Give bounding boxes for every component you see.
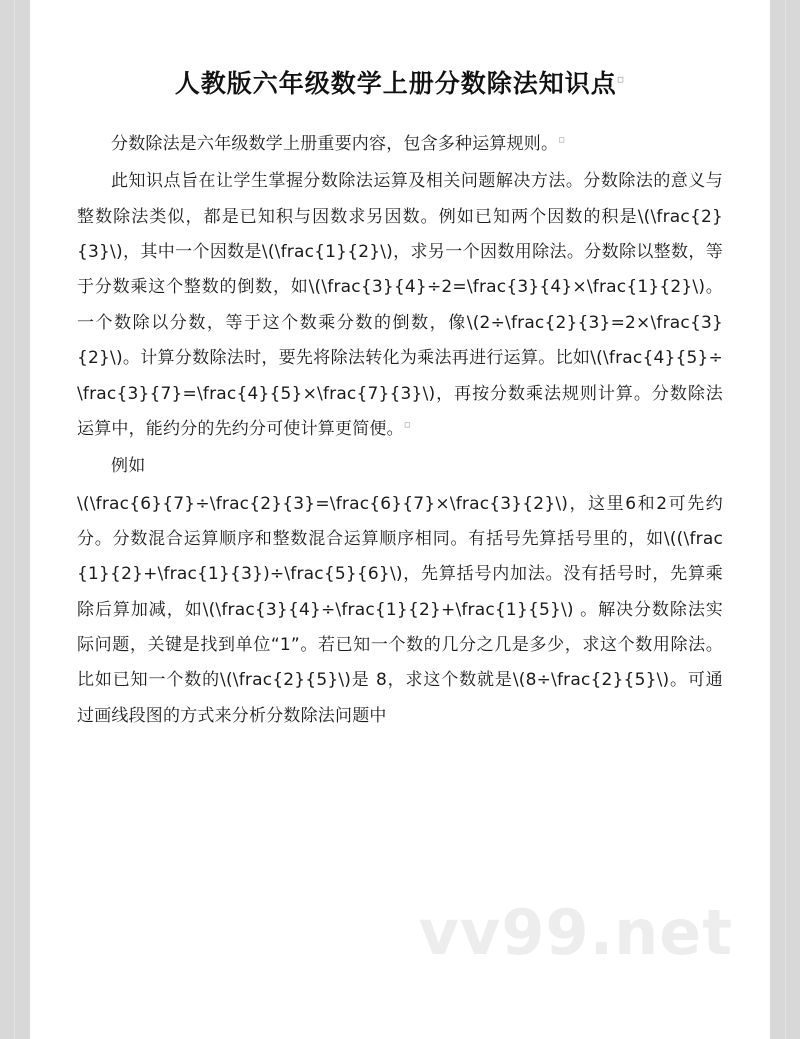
paragraph-example-label (77, 449, 723, 484)
page-title (77, 66, 723, 101)
paragraph-body-text: 此知识点旨在让学生掌握分数除法运算及相关问题解决方法。分数除法的意义与整数除法类似，都是已知积与因数求另因数。例如已知两个因数的积是\(\frac{2}{3}\)，其中一个因数是\(\frac{1}{2}\)，求另一个因数用除法。分数除以整数，等于分数乘这个整数的倒数，如\(\frac{3}{4}÷2=\frac{3}{4}×\frac{1}{2}\)。一个数除以分数，等于这个数乘分数的倒数，像\(2÷\frac{2}{3}=2×\frac{3}{2}\)。计算分数除法时，要先将除法转化为乘法再进行运算。比如\(\frac{4}{5}÷\frac{3}{7}=\frac{4}{5}×\frac{7}{3}\)，再按分数乘法规则计算。分数除法运算中，能约分的先约分可使计算更简便。 (77, 171, 723, 439)
document-page (15, 0, 785, 1039)
paragraph-body-tail-mark: ▫ (403, 419, 411, 431)
title-tail-mark: ▫ (616, 72, 626, 86)
page-title-text: 人教版六年级数学上册分数除法知识点 (174, 69, 617, 98)
paragraph-body (77, 164, 723, 447)
paragraph-intro (77, 127, 723, 162)
paragraph-example-label-text: 例如 (111, 456, 146, 477)
watermark: vv99.net (418, 896, 733, 969)
paragraph-intro-tail-mark: ▫ (558, 134, 566, 146)
paragraph-example-body (77, 487, 723, 735)
page-content (15, 0, 785, 734)
paragraph-intro-text: 分数除法是六年级数学上册重要内容，包含多种运算规则。 (111, 134, 559, 154)
paragraph-example-body-text: \(\frac{6}{7}÷\frac{2}{3}=\frac{6}{7}×\frac{3}{2}\)，这里6和2可先约分。分数混合运算顺序和整数混合运算顺序相同。有括号先算括号里的，如\((\frac{1}{2}+\frac{1}{3})÷\frac{5}{6}\)，先算括号内加法。没有括号时，先算乘除后算加减，如\(\frac{3}{4}÷\frac{1}{2}+\frac{1}{5}\) 。解决分数除法实际问题，关键是找到单位“1”。若已知一个数的几分之几是多少，求这个数用除法。比如已知一个数的\(\frac{2}{5}\)是 8，求这个数就是\(8÷\frac{2}{5}\)。可通过画线段图的方式来分析分数除法问题中 (77, 493, 723, 726)
